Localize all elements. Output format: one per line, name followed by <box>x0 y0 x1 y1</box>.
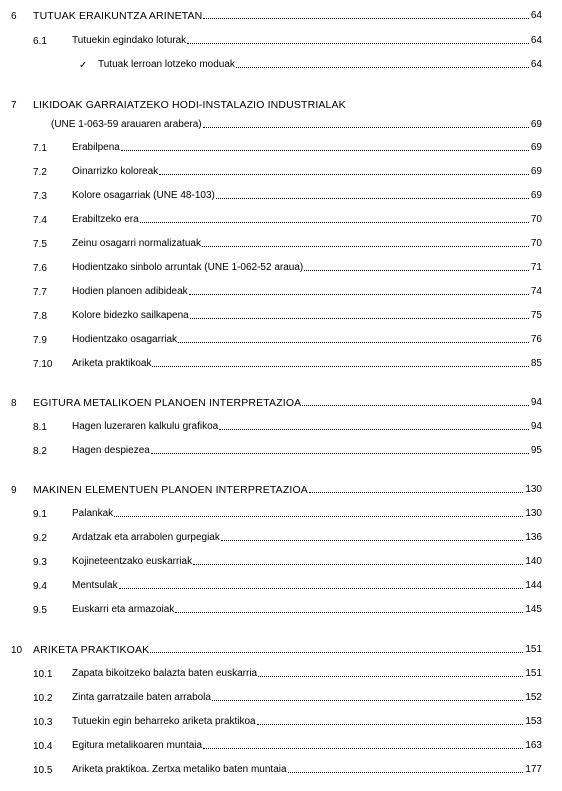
toc-title: Erabiltzeko era <box>72 214 139 225</box>
toc-number: 7.6 <box>33 263 47 274</box>
toc-page-number: 130 <box>525 484 542 495</box>
dot-leader <box>151 453 529 454</box>
toc-page-number: 163 <box>525 740 542 751</box>
toc-section-10-2[interactable] <box>0 688 562 704</box>
toc-page-number: 69 <box>530 142 542 153</box>
toc-section-7-8[interactable] <box>0 306 562 322</box>
toc-number: 10 <box>11 645 23 656</box>
toc-page-number: 69 <box>530 190 542 201</box>
dot-leader <box>187 43 529 44</box>
toc-section-7-9[interactable] <box>0 330 562 346</box>
toc-number: 10.3 <box>33 717 53 728</box>
toc-title: Ariketa praktikoa. Zertxa metaliko baten muntaia <box>72 764 287 775</box>
toc-title: Euskarri eta armazoiak <box>72 604 175 615</box>
dot-leader <box>219 429 529 430</box>
dot-leader <box>152 366 528 367</box>
toc-title: Egitura metalikoaren muntaia <box>72 740 203 751</box>
toc-number: 8.1 <box>33 422 47 433</box>
toc-section-10-1[interactable] <box>0 664 562 680</box>
toc-number: 7.1 <box>33 143 47 154</box>
toc-title: EGITURA METALIKOEN PLANOEN INTERPRETAZIOA <box>33 397 302 409</box>
toc-page-number: 151 <box>525 668 542 679</box>
toc-title: Tutuak lerroan lotzeko moduak <box>98 59 235 70</box>
toc-section-7-5[interactable] <box>0 234 562 250</box>
dot-leader <box>189 294 529 295</box>
toc-title: LIKIDOAK GARRAIATZEKO HODI-INSTALAZIO INDUSTRIALAK <box>33 99 346 111</box>
dot-leader <box>212 700 523 701</box>
toc-chapter-7[interactable] <box>0 95 562 111</box>
dot-leader <box>121 150 529 151</box>
toc-number: 9.5 <box>33 605 47 616</box>
toc-page-number: 145 <box>525 604 542 615</box>
toc-title: Oinarrizko koloreak <box>72 166 159 177</box>
toc-title: Palankak <box>72 508 114 519</box>
toc-page-number: 152 <box>525 692 542 703</box>
toc-chapter-7-continuation[interactable] <box>0 115 562 131</box>
toc-number: 7.7 <box>33 287 47 298</box>
toc-subsection-6-1-a[interactable] <box>0 55 562 71</box>
toc-title: Zapata bikoitzeko balazta baten euskarria <box>72 668 258 679</box>
toc-page-number: 71 <box>530 262 542 273</box>
dot-leader <box>288 772 524 773</box>
toc-section-9-5[interactable] <box>0 600 562 616</box>
toc-number: 7.5 <box>33 239 47 250</box>
toc-section-7-4[interactable] <box>0 210 562 226</box>
toc-number: 9.3 <box>33 557 47 568</box>
dot-leader <box>203 748 523 749</box>
dot-leader <box>178 342 529 343</box>
toc-title: MAKINEN ELEMENTUEN PLANOEN INTERPRETAZIOA <box>33 484 308 496</box>
toc-title: Hodien planoen adibideak <box>72 286 188 297</box>
check-mark-icon: ✓ <box>79 60 88 71</box>
toc-page-number: 69 <box>530 119 542 130</box>
toc-number: 8 <box>11 398 17 409</box>
toc-section-9-2[interactable] <box>0 528 562 544</box>
dot-leader <box>202 246 529 247</box>
toc-number: 9 <box>11 485 17 496</box>
toc-page-number: 130 <box>525 508 542 519</box>
toc-section-8-2[interactable] <box>0 441 562 457</box>
toc-title: Hodientzako sinbolo arruntak (UNE 1-062-52 araua) <box>72 262 304 273</box>
dot-leader <box>304 270 529 271</box>
toc-section-7-3[interactable] <box>0 186 562 202</box>
toc-title: Kojineteentzako euskarriak <box>72 556 193 567</box>
toc-chapter-10[interactable] <box>0 640 562 656</box>
toc-page-number: 85 <box>530 358 542 369</box>
toc-number: 9.1 <box>33 509 47 520</box>
toc-number: 6.1 <box>33 36 47 47</box>
toc-number: 9.4 <box>33 581 47 592</box>
toc-chapter-9[interactable] <box>0 480 562 496</box>
toc-section-6-1[interactable] <box>0 31 562 47</box>
toc-page-number: 74 <box>530 286 542 297</box>
toc-title: Hagen luzeraren kalkulu grafikoa <box>72 421 219 432</box>
toc-page-number: 153 <box>525 716 542 727</box>
toc-number: 7.4 <box>33 215 47 226</box>
toc-number: 10.4 <box>33 741 53 752</box>
toc-title: Tutuekin egindako loturak <box>72 35 187 46</box>
toc-section-7-6[interactable] <box>0 258 562 274</box>
toc-page-number: 75 <box>530 310 542 321</box>
toc-title: Ardatzak eta arrabolen gurpegiak <box>72 532 220 543</box>
toc-page-number: 70 <box>530 238 542 249</box>
toc-number: 10.5 <box>33 765 53 776</box>
dot-leader <box>302 405 529 406</box>
toc-number: 10.1 <box>33 669 53 680</box>
toc-section-7-10[interactable] <box>0 354 562 370</box>
toc-chapter-8[interactable] <box>0 393 562 409</box>
toc-section-9-3[interactable] <box>0 552 562 568</box>
dot-leader <box>193 564 523 565</box>
toc-title: Zeinu osagarri normalizatuak <box>72 238 201 249</box>
toc-title: Kolore bidezko sailkapena <box>72 310 189 321</box>
toc-title: Tutuekin egin beharreko ariketa praktikoa <box>72 716 256 727</box>
toc-title: Ariketa praktikoak <box>72 358 152 369</box>
toc-page-number: 94 <box>530 421 542 432</box>
dot-leader <box>257 724 524 725</box>
toc-title: Mentsulak <box>72 580 118 591</box>
dot-leader <box>258 676 523 677</box>
toc-title: ARIKETA PRAKTIKOAK <box>33 644 150 656</box>
toc-section-10-5[interactable] <box>0 760 562 776</box>
toc-number: 7 <box>11 100 17 111</box>
dot-leader <box>203 127 529 128</box>
toc-page-number: 177 <box>525 764 542 775</box>
toc-section-7-7[interactable] <box>0 282 562 298</box>
dot-leader <box>221 540 523 541</box>
toc-page-number: 95 <box>530 445 542 456</box>
toc-section-8-1[interactable] <box>0 417 562 433</box>
dot-leader <box>203 18 528 19</box>
toc-section-9-1[interactable] <box>0 504 562 520</box>
toc-section-7-1[interactable] <box>0 138 562 154</box>
toc-page-number: 69 <box>530 166 542 177</box>
toc-number: 9.2 <box>33 533 47 544</box>
toc-title: Hagen despiezea <box>72 445 150 456</box>
dot-leader <box>140 222 529 223</box>
toc-title: Hodientzako osagarriak <box>72 334 178 345</box>
toc-page-number: 76 <box>530 334 542 345</box>
toc-number: 8.2 <box>33 446 47 457</box>
toc-page-number: 151 <box>525 644 542 655</box>
toc-page-number: 136 <box>525 532 542 543</box>
dot-leader <box>309 492 523 493</box>
toc-number: 7.10 <box>33 359 53 370</box>
toc-title: TUTUAK ERAIKUNTZA ARINETAN <box>33 10 203 22</box>
toc-page-number: 70 <box>530 214 542 225</box>
toc-section-9-4[interactable] <box>0 576 562 592</box>
toc-number: 7.9 <box>33 335 47 346</box>
toc-number: 10.2 <box>33 693 53 704</box>
dot-leader <box>216 198 529 199</box>
dot-leader <box>114 516 523 517</box>
toc-number: 6 <box>11 11 17 22</box>
toc-title: Erabilpena <box>72 142 120 153</box>
toc-number: 7.3 <box>33 191 47 202</box>
toc-section-10-4[interactable] <box>0 736 562 752</box>
toc-page-number: 140 <box>525 556 542 567</box>
toc-number: 7.8 <box>33 311 47 322</box>
toc-page-number: 94 <box>530 397 542 408</box>
toc-chapter-6[interactable] <box>0 6 562 22</box>
toc-page-number: 144 <box>525 580 542 591</box>
dot-leader <box>159 174 529 175</box>
toc-page-number: 64 <box>530 35 542 46</box>
toc-number: 7.2 <box>33 167 47 178</box>
toc-title: Zinta garratzaile baten arrabola <box>72 692 211 703</box>
dot-leader <box>175 612 523 613</box>
toc-page-number: 64 <box>530 10 542 21</box>
toc-section-10-3[interactable] <box>0 712 562 728</box>
toc-page-number: 64 <box>530 59 542 70</box>
dot-leader <box>190 318 529 319</box>
toc-title: (UNE 1-063-59 arauaren arabera) <box>51 119 202 130</box>
dot-leader <box>236 67 529 68</box>
toc-title: Kolore osagarriak (UNE 48-103) <box>72 190 215 201</box>
dot-leader <box>150 652 523 653</box>
dot-leader <box>119 588 524 589</box>
toc-section-7-2[interactable] <box>0 162 562 178</box>
